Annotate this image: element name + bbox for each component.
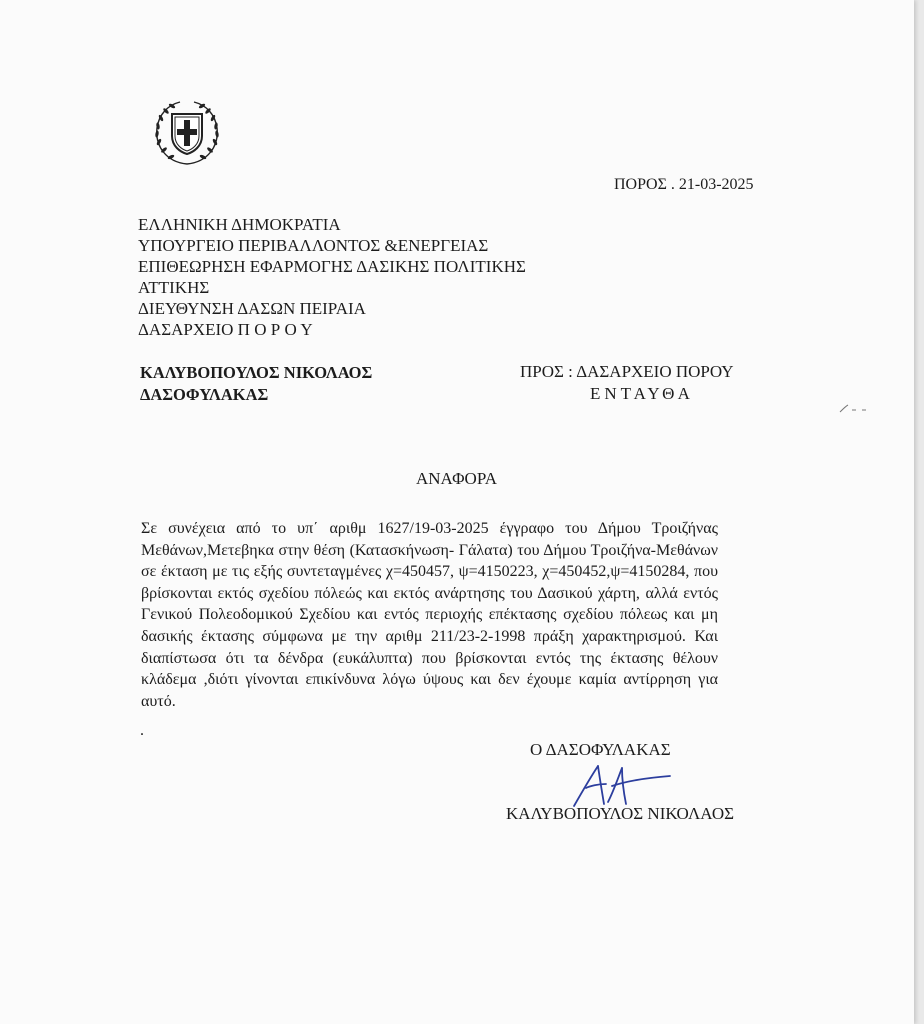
document-date: ΠΟΡΟΣ . 21-03-2025 — [614, 176, 754, 193]
stray-pen-mark — [836, 396, 876, 420]
sender-block — [140, 362, 372, 406]
sender-name: ΚΑΛΥΒΟΠΟΥΛΟΣ ΝΙΚΟΛΑΟΣ — [140, 363, 373, 382]
header-line: ΕΛΛΗΝΙΚΗ ΔΗΜΟΚΡΑΤΙΑ — [138, 215, 341, 234]
document-title: ΑΝΑΦΟΡΑ — [416, 469, 498, 488]
sender-role: ΔΑΣΟΦΥΛΑΚΑΣ — [140, 385, 269, 404]
signature-name: ΚΑΛΥΒΟΠΟΥΛΟΣ ΝΙΚΟΛΑΟΣ — [506, 804, 735, 823]
signature-title: Ο ΔΑΣΟΦΥΛΑΚΑΣ — [530, 740, 671, 759]
header-line: ΑΤΤΙΚΗΣ — [138, 278, 210, 297]
header-line: ΕΠΙΘΕΩΡΗΣΗ ΕΦΑΡΜΟΓΗΣ ΔΑΣΙΚΗΣ ΠΟΛΙΤΙΚΗΣ — [138, 257, 526, 276]
header-line: ΔΙΕΥΘΥΝΣΗ ΔΑΣΩΝ ΠΕΙΡΑΙΑ — [138, 299, 366, 318]
recipient-line: ΠΡΟΣ : ΔΑΣΑΡΧΕΙΟ ΠΟΡΟΥ — [520, 362, 734, 381]
hellenic-republic-emblem-icon — [150, 96, 224, 170]
header-line: ΔΑΣΑΡΧΕΙΟ Π Ο Ρ Ο Υ — [138, 320, 313, 339]
stray-mark: . — [140, 722, 144, 739]
body-paragraph: Σε συνέχεια από το υπ΄ αριθμ 1627/19-03-2025 έγγραφο του Δήμου Τροιζήνας Μεθάνων,Μετεβηκα στην θέση (Κατασκήνωση- Γάλατα) του Δήμου Τροιζήνα-Μεθάνων σε έκταση με τις εξής συντεταγμένες χ=450457, ψ=4150223, χ=450452,ψ=4150284, που βρίσκονται εκτός σχεδίου πόλεώς και εκτός ανάρτησης του Δασικού χάρτη, αλλά εντός Γενικού Πολεοδομικού Σχεδίου και εντός περιοχής επέκτασης σχεδίου πόλεως και μη δασικής έκτασης σύμφωνα με την αριθμ 211/23-2-1998 πράξη χαρακτηρισμού. Και διαπίστωσα ότι τα δένδρα (ευκάλυπτα) που βρίσκονται εντός της έκτασης θέλουν κλάδεμα ,διότι γίνονται επικίνδυνα λόγω ύψους και δεν έχουμε καμία αντίρρηση για αυτό. — [141, 520, 718, 710]
recipient-subline: ΕΝΤΑΥΘΑ — [590, 384, 694, 403]
header-line: ΥΠΟΥΡΓΕΙΟ ΠΕΡΙΒΑΛΛΟΝΤΟΣ &ΕΝΕΡΓΕΙΑΣ — [138, 236, 489, 255]
